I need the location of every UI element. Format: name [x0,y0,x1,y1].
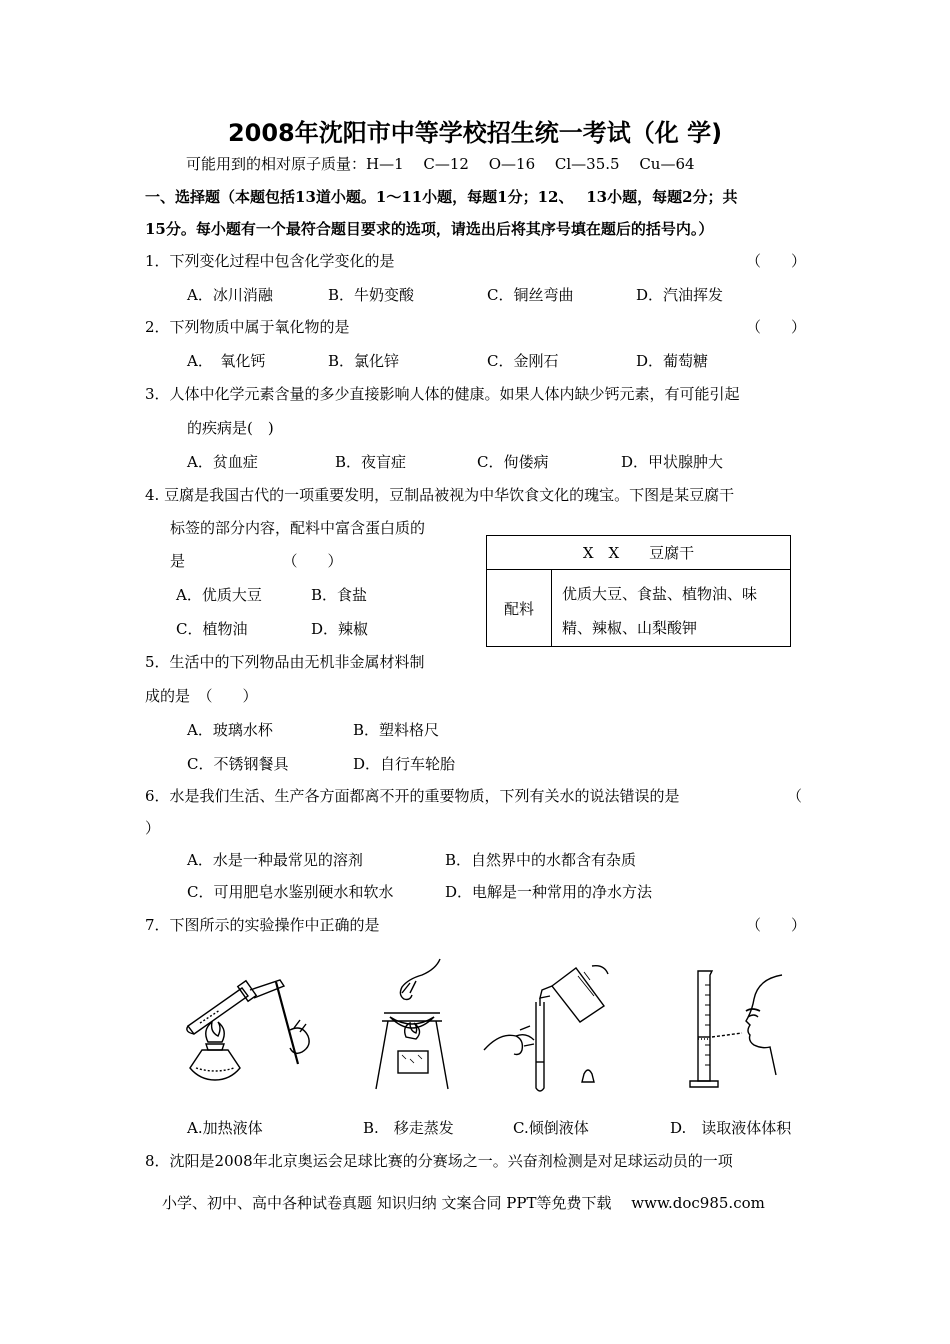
q7-stem: 7．下图所示的实验操作中正确的是 [145,916,380,934]
tofu-label-row-value: 优质大豆、食盐、植物油、味精、辣椒、山梨酸钾 [562,585,758,637]
tofu-label-table [486,535,791,647]
section-heading-line2: 15分。每小题有一个最符合题目要求的选项，请选出后将其序号填在题后的括号内。） [145,220,714,238]
q1-option-d: D．汽油挥发 [636,286,724,304]
figure-caption-d: D. 读取液体体积 [670,1119,792,1137]
q8-stem-line1: 8．沈阳是2008年北京奥运会足球比赛的分赛场之一。兴奋剂检测是对足球运动员的一项 [145,1152,733,1170]
q6-option-d: D．电解是一种常用的净水方法 [445,883,653,901]
q2-option-a: A． 氧化钙 [187,352,266,370]
footer-note: 小学、初中、高中各种试卷真题 知识归纳 文案合同 PPT等免费下载 www.doc985.com [162,1194,765,1212]
atomic-masses: 可能用到的相对原子质量：H—1 C—12 O—16 Cl—35.5 Cu—64 [186,155,695,173]
q4-stem-line1: 4. 豆腐是我国古代的一项重要发明，豆制品被视为中华饮食文化的瑰宝。下图是某豆腐干 [145,486,735,504]
q1-stem: 1．下列变化过程中包含化学变化的是 [145,252,395,270]
q4-option-d: D．辣椒 [311,620,369,638]
q4-option-b: B．食盐 [311,586,368,604]
q2-option-d: D．葡萄糖 [636,352,709,370]
q6-stem-line1: 6．水是我们生活、生产各方面都离不开的重要物质，下列有关水的说法错误的是 [145,787,680,805]
figure-caption-b: B. 移走蒸发 [363,1119,454,1137]
q5-option-d: D．自行车轮胎 [353,755,456,773]
q4-stem-line2: 标签的部分内容，配料中富含蛋白质的 [170,519,426,537]
q4-option-a: A．优质大豆 [176,586,262,604]
q6-answer-paren-open: （ [787,787,803,805]
q1-option-c: C．铜丝弯曲 [487,286,574,304]
q5-option-b: B．塑料格尺 [353,721,440,739]
q4-stem-line3: 是 （ ） [170,552,343,570]
q6-option-c: C．可用肥皂水鉴别硬水和软水 [187,883,394,901]
q3-stem-line2: 的疾病是( ) [187,419,274,437]
tofu-label-row-label: 配料 [487,570,552,646]
pouring-liquid-figure [480,962,620,1097]
q7-answer-paren: （ ） [746,916,807,934]
q2-answer-paren: （ ） [746,318,807,336]
tofu-label-header: X X 豆腐干 [487,536,790,570]
q5-stem-line1: 5．生活中的下列物品由无机非金属材料制 [145,653,425,671]
q3-option-a: A．贫血症 [187,453,258,471]
q3-option-c: C．佝偻病 [477,453,549,471]
q3-option-d: D．甲状腺肿大 [621,453,724,471]
page-title: 2008年沈阳市中等学校招生统一考试（化 学) [227,119,723,147]
q2-stem: 2．下列物质中属于氧化物的是 [145,318,350,336]
q3-option-b: B．夜盲症 [335,453,407,471]
q1-option-b: B．牛奶变酸 [328,286,415,304]
figure-caption-c: C.倾倒液体 [513,1119,589,1137]
q6-answer-paren-close: ） [145,819,161,837]
heating-liquid-figure [180,968,330,1088]
reading-volume-figure [684,965,794,1095]
q3-stem-line1: 3．人体中化学元素含量的多少直接影响人体的健康。如果人体内缺少钙元素，有可能引起 [145,385,740,403]
q1-answer-paren: （ ） [746,252,807,270]
q5-option-c: C．不锈钢餐具 [187,755,289,773]
figure-caption-a: A.加热液体 [187,1119,263,1137]
q5-stem-line2: 成的是 （ ） [145,687,258,705]
evaporation-figure [362,955,462,1095]
q6-option-b: B．自然界中的水都含有杂质 [445,851,637,869]
section-heading-line1: 一、选择题（本题包括13道小题。1～11小题，每题1分；12、 13小题，每题2分；共 [145,188,738,206]
q2-option-b: B．氯化锌 [328,352,400,370]
q4-option-c: C．植物油 [176,620,248,638]
q5-option-a: A．玻璃水杯 [187,721,273,739]
q6-option-a: A．水是一种最常见的溶剂 [187,851,363,869]
q1-option-a: A．冰川消融 [187,286,273,304]
q2-option-c: C．金刚石 [487,352,559,370]
